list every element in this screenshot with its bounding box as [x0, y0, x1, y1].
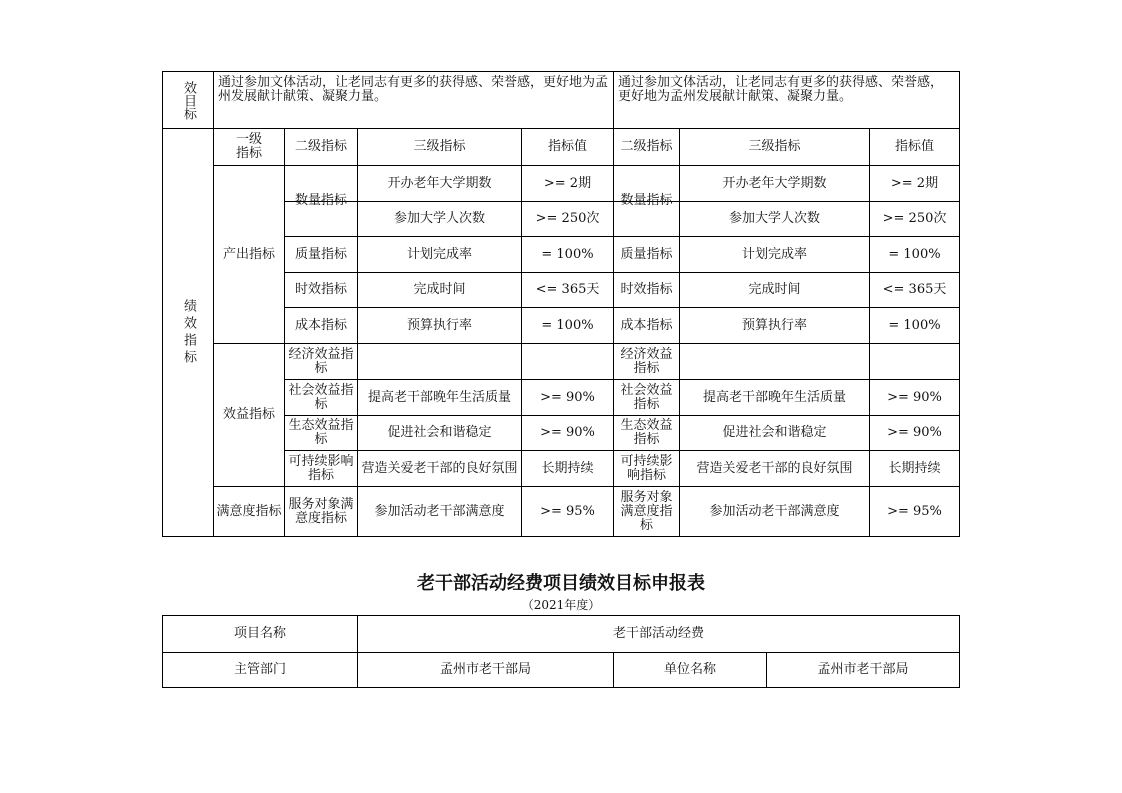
row-value: = 100% [541, 317, 594, 333]
row-l3: 完成时间 [413, 282, 466, 297]
header-level1: 一级指标 [235, 132, 262, 161]
row-l2: 成本指标 [294, 317, 347, 333]
row-l3-right: 完成时间 [748, 282, 801, 297]
row-l2-right: 服务对象满意度指标 [620, 489, 673, 533]
form-subtitle: （2021年度） [521, 598, 601, 612]
row-l2: 服务对象满意度指标 [288, 496, 354, 526]
row-l2-right: 成本指标 [620, 317, 673, 333]
row-l2: 社会效益指标 [288, 382, 354, 412]
row-l3-right: 营造关爱老干部的良好氛围 [696, 460, 853, 476]
header-level3: 三级指标 [413, 139, 466, 154]
row-l3: 预算执行率 [406, 317, 472, 333]
project-name-label: 项目名称 [233, 626, 286, 641]
header-level3-right: 三级指标 [748, 139, 801, 154]
row-l2-right: 时效指标 [620, 282, 673, 297]
row-value: >= 95% [540, 503, 595, 519]
row-value-right: = 100% [888, 246, 941, 262]
row-value-right: >= 2期 [890, 175, 939, 191]
row-l3-right: 预算执行率 [741, 317, 807, 333]
goal-text-right: 通过参加文体活动，让老同志有更多的获得感、荣誉感，更好地为孟州发展献计献策、凝聚力量。 [618, 75, 944, 104]
row-l2-right: 数量指标 [620, 193, 673, 208]
row-value: 长期持续 [541, 460, 594, 476]
row-l2-right: 经济效益指标 [620, 346, 673, 376]
row-l2: 时效指标 [294, 282, 347, 297]
row-l3: 提高老干部晚年生活质量 [367, 389, 511, 405]
group-satisfaction: 满意度指标 [216, 503, 282, 519]
dept-label: 主管部门 [233, 662, 286, 677]
row-l2-right: 可持续影响指标 [620, 453, 673, 483]
row-l2: 生态效益指标 [288, 418, 354, 447]
header-level2-right: 二级指标 [620, 139, 673, 154]
row-l3-right: 开办老年大学期数 [722, 175, 827, 191]
row-l3-right: 参加活动老干部满意度 [709, 503, 840, 519]
row-value-right: = 100% [888, 317, 941, 333]
row-l3-right: 计划完成率 [741, 246, 807, 262]
row-value: = 100% [541, 246, 594, 262]
row-value-right [870, 344, 959, 379]
row-l3: 促进社会和谐稳定 [387, 425, 492, 440]
row-value-right: >= 90% [887, 389, 942, 405]
row-l3-right: 参加大学人次数 [728, 211, 820, 226]
row-l2: 可持续影响指标 [288, 453, 354, 483]
row-value: >= 90% [540, 389, 595, 405]
row-l3-right: 促进社会和谐稳定 [722, 425, 827, 440]
row-value: >= 90% [540, 425, 595, 440]
row-value-right: >= 250次 [882, 211, 947, 226]
form-title: 老干部活动经费项目绩效目标申报表 [417, 573, 705, 594]
group-output: 产出指标 [222, 246, 275, 262]
goal-text-left: 通过参加文体活动，让老同志有更多的获得感、荣誉感，更好地为孟州发展献计献策、凝聚力量。 [218, 75, 609, 104]
goal-row-label: 效目标 [181, 80, 196, 120]
row-value-right: >= 95% [887, 503, 942, 519]
row-l2: 数量指标 [294, 193, 347, 208]
row-l3: 参加大学人次数 [393, 211, 485, 226]
row-l3: 营造关爱老干部的良好氛围 [361, 460, 518, 476]
row-l2-right: 生态效益指标 [620, 418, 673, 447]
unit-value: 孟州市老干部局 [817, 662, 909, 677]
row-value-right: 长期持续 [888, 460, 941, 476]
header-value-right: 指标值 [894, 139, 934, 154]
row-l3: 计划完成率 [406, 246, 472, 262]
header-level2: 二级指标 [294, 139, 347, 154]
row-l2: 质量指标 [294, 246, 347, 262]
row-value-right: <= 365天 [882, 282, 947, 297]
row-value-right: >= 90% [887, 425, 942, 440]
row-l3 [358, 344, 521, 379]
row-l2: 经济效益指标 [288, 346, 354, 376]
unit-label: 单位名称 [663, 662, 716, 677]
group-benefit: 效益指标 [222, 407, 275, 422]
row-l3: 参加活动老干部满意度 [374, 503, 505, 519]
project-name-value: 老干部活动经费 [612, 626, 704, 641]
row-value: <= 365天 [535, 282, 600, 297]
row-value: >= 250次 [535, 211, 600, 226]
row-l3: 开办老年大学期数 [387, 175, 492, 191]
dept-value: 孟州市老干部局 [439, 662, 531, 677]
row-value: >= 2期 [543, 175, 592, 191]
row-l2-right: 质量指标 [620, 246, 673, 262]
row-value [522, 344, 613, 379]
row-l2-right: 社会效益指标 [620, 382, 673, 412]
header-value: 指标值 [547, 139, 587, 154]
perf-label: 绩效指标 [181, 298, 196, 367]
row-l3-right [680, 344, 869, 379]
row-l3-right: 提高老干部晚年生活质量 [702, 389, 846, 405]
